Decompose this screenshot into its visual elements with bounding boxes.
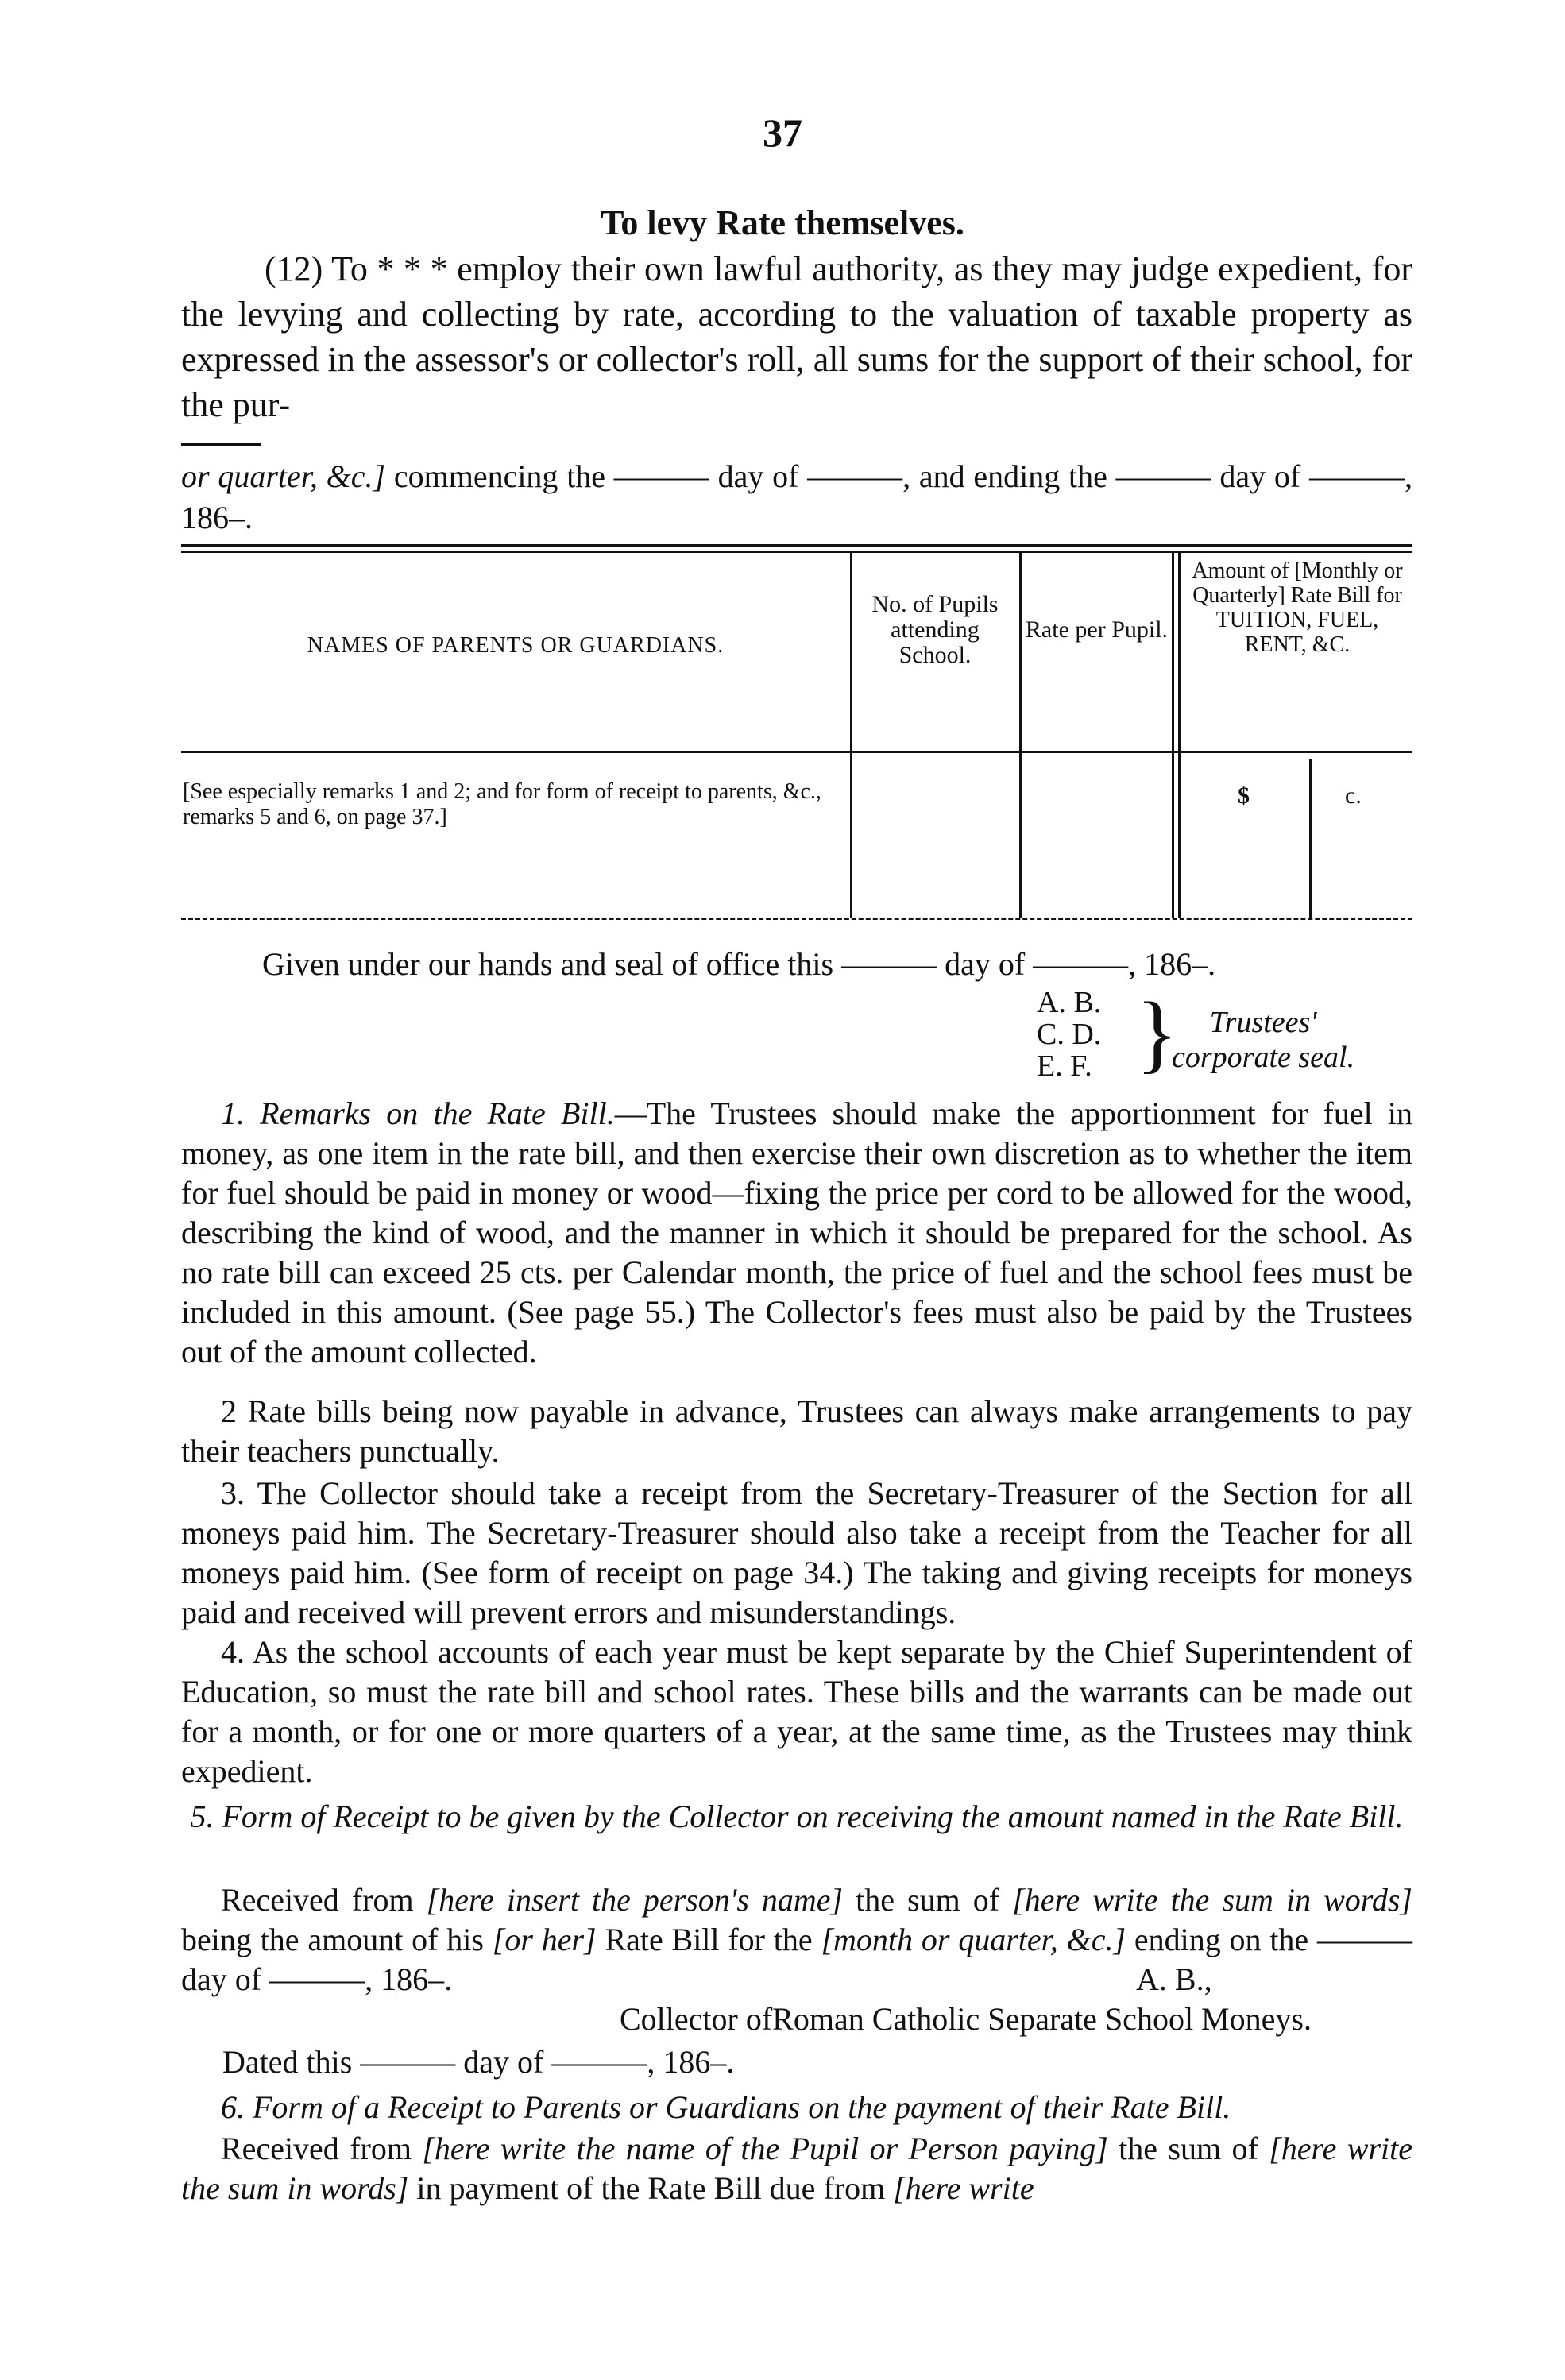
collector-title: Collector ofRoman Catholic Separate School Moneys. xyxy=(620,2001,1312,2037)
corporate-seal-label: corporate seal. xyxy=(1172,1041,1355,1074)
remark-1-title: 1. Remarks on the Rate Bill. xyxy=(221,1095,615,1131)
form-5-title: 5. Form of Receipt to be given by the Collector on receiving the amount named in the Rate Bill. xyxy=(190,1799,1404,1834)
signatory-ef: E. F. xyxy=(1037,1049,1092,1083)
table-col-divider-3b xyxy=(1178,551,1181,918)
table-header-rule xyxy=(181,751,1412,753)
rate-bill-table xyxy=(181,544,1412,929)
dollar-sign: $ xyxy=(1238,782,1250,809)
trustees-seal-label xyxy=(1172,1005,1354,1075)
header-amount-of-rate-bill: Amount of [Monthly or Quarterly] Rate Bill for TUITION, FUEL, RENT, &C. xyxy=(1192,558,1403,657)
header-names-of-parents: NAMES OF PARENTS OR GUARDIANS. xyxy=(307,633,725,658)
rec5-c: the sum of xyxy=(843,1882,1013,1918)
or-quarter-italic: or quarter, &c.] xyxy=(181,458,386,494)
remark-2: 2 Rate bills being now payable in advance, Trustees can always make arrangements to pay their teachers punctually. xyxy=(181,1393,1412,1469)
header-rate-per-pupil: Rate per Pupil. xyxy=(1025,616,1169,643)
remark-1-body: —The Trustees should make the apportionment for fuel in money, as one item in the rate bill, and then exercise their own discretion as to whether the item for fuel should be paid in money or wood—fixing the price per cord to be allowed for the wood, describing the kind of wood, and the manner in which it should be prepared for the school. As no rate bill can exceed 25 cts. per Calendar month, the price of fuel and the school fees must be included in this amount. (See page 55.) The Collector's fees must also be paid by the Trustees out of the amount collected. xyxy=(181,1095,1412,1370)
rec5-i: ending on the ——— day of ———, 186–. xyxy=(181,1922,1412,1997)
form-6-title xyxy=(181,2088,1412,2127)
rec5-b: [here insert the person's name] xyxy=(426,1882,844,1918)
table-top-rule-2 xyxy=(181,551,1412,553)
brace-glyph: } xyxy=(1136,984,1178,1081)
rec6-c: the sum of xyxy=(1107,2131,1269,2166)
remark-3: 3. The Collector should take a receipt from the Secretary-Treasurer of the Section for all moneys paid him. The Secretary-Treasurer should also take a receipt from the Teacher for all moneys paid him. (See form of receipt on page 34.) The taking and giving receipts for moneys paid and received will prevent errors and misunderstandings. xyxy=(181,1475,1412,1630)
rec6-a: Received from xyxy=(221,2131,423,2166)
collector-signature: A. B., xyxy=(1136,1961,1212,1997)
remark-1 xyxy=(181,1094,1412,1372)
or-quarter-line xyxy=(181,456,1412,539)
rec6-f: [here write xyxy=(893,2170,1034,2206)
rec5-a: Received from xyxy=(221,1882,427,1918)
table-bottom-rule xyxy=(181,918,1412,920)
rec5-h: [month or quarter, &c.] xyxy=(821,1922,1126,1957)
signatory-cd: C. D. xyxy=(1037,1018,1102,1051)
form-6-title-text: 6. Form of a Receipt to Parents or Guardians on the payment of their Rate Bill. xyxy=(221,2089,1231,2125)
receipt-5-text xyxy=(181,1880,1412,1999)
cents-label: c. xyxy=(1345,782,1362,809)
given-under-line: Given under our hands and seal of office this ——— day of ———, 186–. xyxy=(262,946,1216,982)
table-col-divider-2 xyxy=(1019,551,1022,918)
page-number: 37 xyxy=(763,110,802,155)
signatory-ab: A. B. xyxy=(1037,986,1102,1019)
paragraph-12: (12) To * * * employ their own lawful authority, as they may judge expedient, for the levying and collecting by rate, according to the valuation of taxable property as expressed in the assessor's or collector's roll, all sums for the support of their school, for the pur- xyxy=(181,249,1412,424)
table-top-rule xyxy=(181,544,1412,547)
short-rule xyxy=(181,443,261,446)
receipt-6-text xyxy=(181,2129,1412,2208)
dated-line: Dated this ——— day of ———, 186–. xyxy=(222,2044,735,2080)
remark-4: 4. As the school accounts of each year must be kept separate by the Chief Superintendent of Education, so must the rate bill and school rates. These bills and the warrants can be made out for a month, or for one or more quarters of a year, at the same time, as the Trustees may think expedient. xyxy=(181,1634,1412,1789)
or-quarter-rest: commencing the ——— day of ———, and ending the ——— day of ———, 186–. xyxy=(181,458,1412,535)
section-heading: To levy Rate themselves. xyxy=(601,203,964,242)
rec5-g: Rate Bill for the xyxy=(596,1922,821,1957)
rec6-e: in payment of the Rate Bill due from xyxy=(408,2170,894,2206)
rec5-e: being the amount of his xyxy=(181,1922,493,1957)
table-note: [See especially remarks 1 and 2; and for form of receipt to parents, &c., remarks 5 and 6, on page 37.] xyxy=(183,779,821,829)
rec5-d: [here write the sum in words] xyxy=(1012,1882,1412,1918)
table-col-divider-1 xyxy=(850,551,852,918)
table-col-divider-cents xyxy=(1309,759,1312,918)
table-col-divider-3 xyxy=(1172,551,1174,918)
rec6-d: [here write the sum in words] xyxy=(181,2131,1412,2206)
rec6-b: [here write the name of the Pupil or Person paying] xyxy=(422,2131,1108,2166)
trustees-label: Trustees' xyxy=(1209,1006,1317,1039)
header-no-of-pupils: No. of Pupils attending School. xyxy=(871,591,999,668)
rec5-f: [or her] xyxy=(492,1922,597,1957)
